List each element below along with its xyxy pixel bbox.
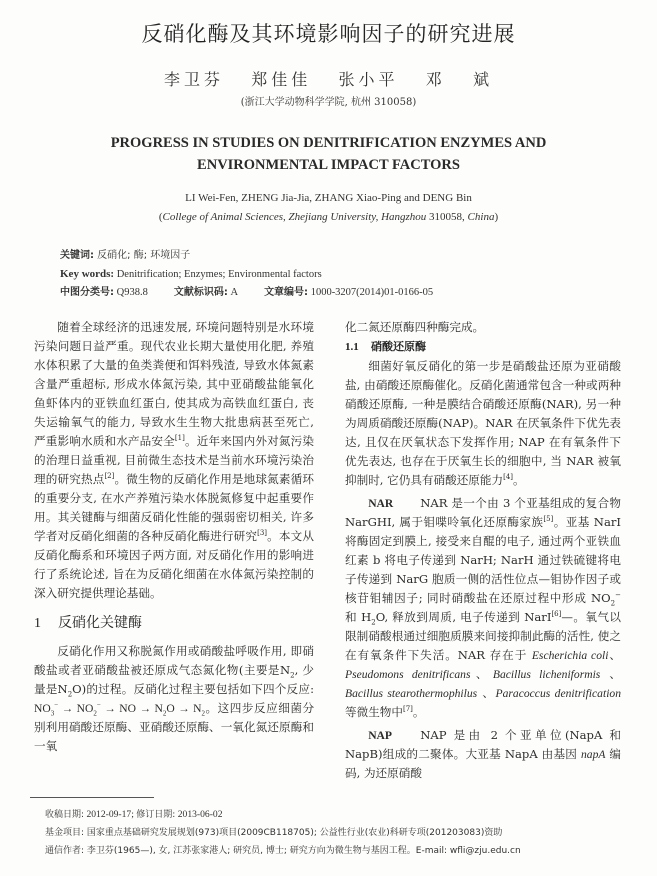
affiliation-chinese: (浙江大学动物科学学院, 杭州 310058) xyxy=(240,97,417,108)
rxn-no3-sup: − xyxy=(54,701,59,710)
citation-6: [6] xyxy=(551,610,562,619)
title-chinese: 反硝化酶及其环境影响因子的研究进展 xyxy=(141,22,516,46)
keywords-chinese xyxy=(60,247,657,265)
nar-text-g: 。 xyxy=(412,705,425,719)
nar-term: NAR xyxy=(368,497,394,510)
nr-text-a: 细菌好氧反硝化的第一步是硝酸盐还原为亚硝酸盐, 由硝酸还原酶催化。反硝化菌通常包含一种或两种硝酸还原酶, 一种是膜结合硝酸还原酶(NAR), 另一种为周质硝酸还原酶(NAP)。NAR 在厌氧条件下优先表达, 且仅在厌氧状态下发挥作用; NAP 在有氧条件下优先表达, 也存在于厌氧生长的细胞中, 当 NAR 被氧抑制时, 它仍具有硝酸还原能力 xyxy=(345,359,621,487)
rxn-n2o-sub: 2 xyxy=(162,709,167,718)
nar-text-d: O, 释放到周质, 电子传递到 NarI xyxy=(375,610,552,624)
separator: 、 xyxy=(477,686,496,700)
separator: 、 xyxy=(600,667,621,681)
nap-paragraph xyxy=(345,726,621,783)
nap-text-a: NAP 是由 2 个亚单位(NapA 和 NapB)组成的二聚体。大亚基 NapA 由基因 xyxy=(345,728,621,761)
intro-paragraph xyxy=(34,318,314,603)
species-bacillus-licheniformis: Bacillus licheniformis xyxy=(492,668,601,681)
separator: 、 xyxy=(470,667,493,681)
s1-text-a: 反硝化作用又称脱氮作用或硝酸盐呼吸作用, 即硝酸盐或者亚硝酸盐被还原成气态氮化物(主要是N xyxy=(34,644,314,677)
rxn-arrow-1: → xyxy=(58,702,77,715)
title-english-line1: PROGRESS IN STUDIES ON DENITRIFICATION ENZYMES AND xyxy=(110,135,547,151)
revised-date: 2013-06-02 xyxy=(175,809,223,820)
nar-paragraph xyxy=(345,494,621,722)
citation-7: [7] xyxy=(402,705,413,714)
nar-h2o-sub: 2 xyxy=(371,618,376,627)
keywords-english xyxy=(60,265,657,284)
affiliation-college: College of Animal Sciences, Zhejiang University, Hangzhou xyxy=(162,211,427,223)
species-bacillus-stearothermophilus: Bacillus stearothermophilus xyxy=(345,687,478,700)
n2o-subscript: 2 xyxy=(67,690,73,699)
article-no-value: 1000-3207(2014)01-0166-05 xyxy=(308,287,434,298)
species-pseudomonas: Pseudomons denitrificans xyxy=(345,668,471,681)
nitrate-reductase-paragraph xyxy=(345,357,621,490)
continued-text: 化二氮还原酶四种酶完成。 xyxy=(345,320,485,334)
section-1-1-heading xyxy=(345,337,621,357)
left-column xyxy=(34,318,314,756)
revised-label: 修订日期: xyxy=(136,810,176,820)
footnote-funding xyxy=(45,824,657,842)
footnote-divider xyxy=(30,797,154,798)
rxn-n2o-n: N xyxy=(154,702,163,715)
nar-text-c: 和 H xyxy=(345,610,372,624)
nap-text-b: 编码, 为还原硝酸 xyxy=(345,747,621,780)
rxn-no2: NO xyxy=(76,702,94,715)
footnote-corresponding-author xyxy=(45,842,657,860)
citation-3: [3] xyxy=(257,529,268,538)
paren-close: ) xyxy=(494,211,499,223)
fund-text: 国家重点基础研究发展规划(973)项目(2009CB118705); 公益性行业(农业)科研专项(201203083)资助 xyxy=(84,828,503,838)
rxn-no3-sub: 3 xyxy=(50,709,55,718)
article-header xyxy=(0,0,657,225)
corr-label: 通信作者: xyxy=(45,846,85,856)
section-1-title: 反硝化关键酶 xyxy=(58,615,142,631)
nar-text-b: 。亚基 NarI 将酶固定到膜上, 接受来自醌的电子, 通过两个亚铁血红素 b 将电子传递到 NarH; NarH 通过铁硫键将电子传递到 NarG 胞质一侧的活性位点—钼协作因子或核苷钼辅因子; 同时硝酸盐在还原过程中形成 NO xyxy=(345,515,621,605)
two-column-body xyxy=(0,318,657,783)
footnotes xyxy=(0,783,657,876)
intro-text-b: 。近年来国内外对氮污染的治理日益重视, 目前微生态技术是当前水环境污染治理的研究热点 xyxy=(34,434,314,486)
fund-label: 基金项目: xyxy=(45,828,85,838)
rxn-no3: NO xyxy=(34,702,51,715)
rxn-n2o-o: O xyxy=(166,702,175,715)
citation-1: [1] xyxy=(174,434,185,443)
nar-text-a: NAR 是一个由 3 个亚基组成的复合物 NarGHI, 属于钼喋呤氧化还原酶家族 xyxy=(345,496,621,529)
affiliation-postcode: 310058, xyxy=(426,211,468,223)
gene-napA: napA xyxy=(581,748,606,761)
rxn-no2-sub: 2 xyxy=(93,709,97,718)
section-1-1-title: 硝酸还原酶 xyxy=(371,340,426,353)
n2-subscript: 2 xyxy=(290,671,295,680)
article-no-label: 文章编号: xyxy=(264,287,309,298)
nar-no2-sup: − xyxy=(615,591,621,600)
rxn-n2-sub: 2 xyxy=(201,709,206,718)
right-column xyxy=(345,318,621,783)
s1-text-b: , 少量是N xyxy=(34,663,314,696)
authors-chinese: 李卫芬 郑佳佳 张小平 邓 斌 xyxy=(163,70,494,89)
rxn-no2-sup: − xyxy=(96,701,101,710)
nar-text-f: 等微生物中 xyxy=(345,705,403,719)
section-1-paragraph xyxy=(34,642,314,756)
nap-term: NAP xyxy=(368,729,393,742)
reaction-equation xyxy=(34,701,206,718)
separator: 、 xyxy=(608,648,621,662)
rxn-no: NO xyxy=(119,702,137,715)
received-label: 收稿日期: xyxy=(45,810,85,820)
species-escherichia-coli: Escherichia coli xyxy=(531,649,609,662)
received-date: 2012-09-17; xyxy=(84,809,137,820)
intro-text-c: 。微生物的反硝化作用是地球氮素循环的重要分支, 在水产养殖污染水体脱氮修复中起重要作用。其关键酶与细菌反硝化性能的强弱密切相关, 许多学者对反硝化细菌的各种反硝化酶进行研究 xyxy=(34,472,314,543)
corr-text: 李卫芬(1965—), 女, 江苏张家港人; 研究员, 博士; 研究方向为微生物与基因工程。E-mail: wfli@zju.edu.cn xyxy=(84,846,521,856)
keywords-chinese-value: 反硝化; 酶; 环境因子 xyxy=(94,250,191,261)
keywords-english-value: Denitrification; Enzymes; Environmental factors xyxy=(114,269,322,280)
citation-2: [2] xyxy=(104,472,115,481)
doc-code-value: A xyxy=(227,287,239,298)
intro-text-a: 随着全球经济的迅速发展, 环境问题特别是水环境污染问题日益严重。现代农业长期大量使用化肥, 养殖水体积累了大量的鱼类粪便和饵料残渣, 导致水体氮素含量严重超标, 形成水体氮污染, 其中亚硝酸盐能氧化鱼虾体内的亚铁血红蛋白, 使其成为高铁血红蛋白, 丧失运输氧气的能力, 导致水生生物大批患病甚至死亡, 严重影响水质和水产品安全 xyxy=(34,320,314,448)
doc-code-label: 文献标识码: xyxy=(173,287,228,298)
rxn-arrow-2: → xyxy=(100,702,120,715)
affiliation-english xyxy=(0,210,657,225)
citation-4: [4] xyxy=(503,473,514,482)
paren-open: ( xyxy=(158,211,163,223)
intro-text-d: 。本文从反硝化酶系和环境因子两方面, 对反硝化作用的影响进行了系统论述, 旨在为反硝化细菌在水体氮污染控制的深入研究提供理论基础。 xyxy=(34,529,314,600)
nr-text-b: 。 xyxy=(513,473,525,487)
section-1-number: 1 xyxy=(34,616,41,631)
affiliation-country: China xyxy=(467,211,495,223)
article-metadata xyxy=(60,247,657,302)
section-1-1-number: 1.1 xyxy=(345,341,359,353)
nar-text-e: —。氧气以限制硝酸根通过细胞质膜来间接抑制此酶的活性, 使之在有氧条件下失活。NAR 存在于 xyxy=(345,610,621,662)
title-english xyxy=(0,132,657,176)
rxn-arrow-4: → xyxy=(174,702,194,715)
authors-english: LI Wei-Fen, ZHENG Jia-Jia, ZHANG Xiao-Ping and DENG Bin xyxy=(185,192,472,204)
footnote-dates xyxy=(45,806,657,824)
rxn-n2: N xyxy=(193,702,202,715)
citation-5: [5] xyxy=(543,515,554,524)
rxn-arrow-3: → xyxy=(136,702,155,715)
clc-value: Q938.8 xyxy=(114,287,148,298)
classification-line xyxy=(60,284,657,302)
keywords-chinese-label: 关键词: xyxy=(60,250,94,261)
keywords-english-label: Key words: xyxy=(60,268,115,280)
clc-label: 中图分类号: xyxy=(60,287,114,298)
title-english-line2: ENVIRONMENTAL IMPACT FACTORS xyxy=(197,157,460,173)
species-paracoccus: Paracoccus denitrification xyxy=(495,687,622,700)
s1-text-c: O)的过程。反硝化过程主要包括如下四个反应: xyxy=(72,682,314,696)
nar-no2-sub: 2 xyxy=(610,599,616,608)
s1-text-d: 。这四步反应细菌分别利用硝酸还原酶、亚硝酸还原酶、一氧化氮还原酶和一氧 xyxy=(34,701,315,753)
section-1-heading xyxy=(34,613,314,634)
